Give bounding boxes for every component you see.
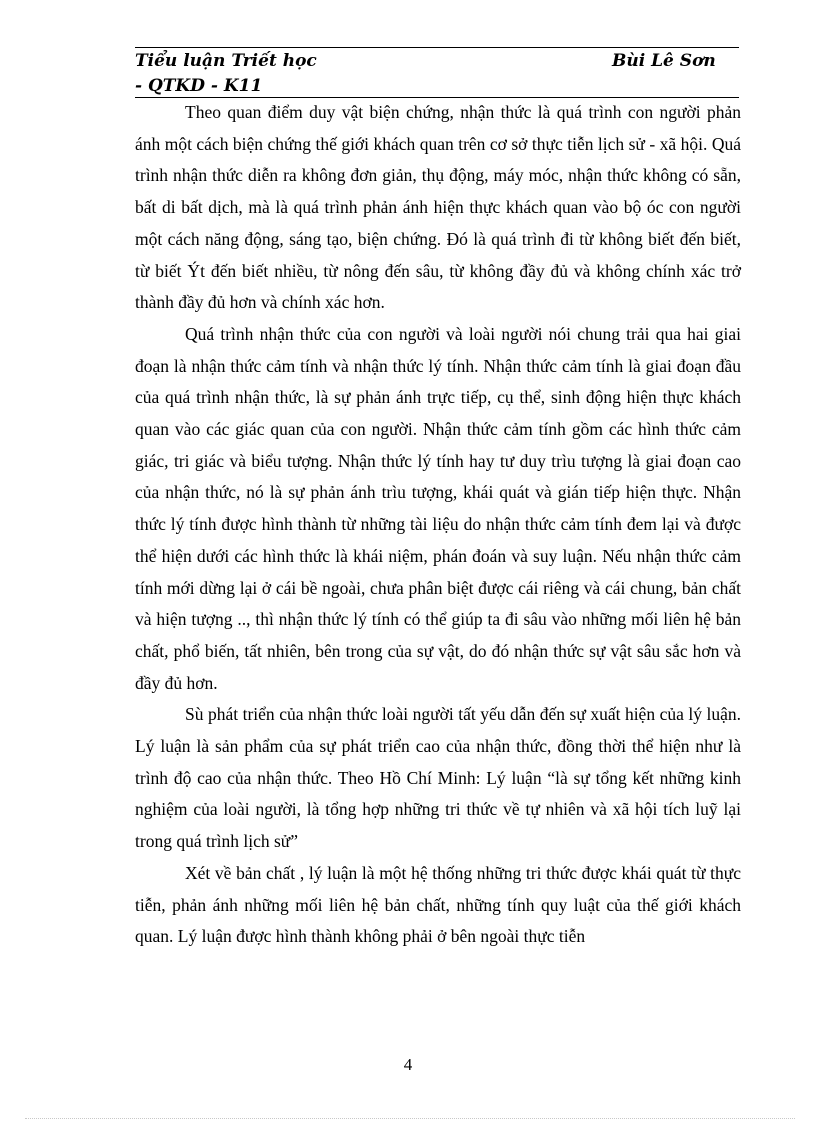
author-name: Bùi Lê Sơn	[612, 51, 716, 71]
body-text	[135, 97, 741, 953]
paragraph: Quá trình nhận thức của con người và loài người nói chung trải qua hai giai đoạn là nhận thức cảm tính và nhận thức lý tính. Nhận thức cảm tính là giai đoạn đầu của quá trình nhận thức, là sự phản ánh trực tiếp, cụ thể, sinh động hiện thực khách quan vào các giác quan của con người. Nhận thức cảm tính gồm các hình thức cảm giác, tri giác và biểu tượng. Nhận thức lý tính hay tư duy trìu tượng là giai đoạn cao của nhận thức, nó là sự phản ánh trìu tượng, khái quát và gián tiếp hiện thực. Nhận thức lý tính được hình thành từ những tài liệu do nhận thức cảm tính đem lại và được thể hiện dưới các hình thức là khái niệm, phán đoán và suy luận. Nếu nhận thức cảm tính mới dừng lại ở cái bề ngoài, chưa phân biệt được cái riêng và cái chung, bản chất và hiện tượng .., thì nhận thức lý tính có thể giúp ta đi sâu vào những mối liên hệ bản chất, phổ biến, tất nhiên, bên trong của sự vật, do đó nhận thức sự vật sâu sắc hơn và đầy đủ hơn.	[135, 323, 741, 693]
paragraph: Xét về bản chất , lý luận là một hệ thống những tri thức được khái quát từ thực tiễn, phản ánh những mối liên hệ bản chất, những tính quy luật của thế giới khách quan. Lý luận được hình thành không phải ở bên ngoài thực tiễn	[135, 862, 741, 947]
page-number: 4	[403, 1055, 413, 1074]
document-title: Tiểu luận Triết học	[135, 51, 317, 71]
page-bottom-divider	[25, 1118, 795, 1119]
class-code: - QTKD - K11	[135, 76, 263, 96]
paragraph: Theo quan điểm duy vật biện chứng, nhận thức là quá trình con người phản ánh một cách biện chứng thế giới khách quan trên cơ sở thực tiễn lịch sử - xã hội. Quá trình nhận thức diễn ra không đơn giản, thụ động, máy móc, nhận thức không có sẵn, bất di bất dịch, mà là quá trình phản ánh hiện thực khách quan vào bộ óc con người một cách năng động, sáng tạo, biện chứng. Đó là quá trình đi từ không biết đến biết, từ biết Ýt đến biết nhiều, từ nông đến sâu, từ không đầy đủ và không chính xác trở thành đầy đủ hơn và chính xác hơn.	[135, 102, 741, 313]
paragraph: Sù phát triển của nhận thức loài người tất yếu dẫn đến sự xuất hiện của lý luận. Lý luận là sản phẩm của sự phát triển cao của nhận thức, đồng thời thể hiện như là trình độ cao của nhận thức. Theo Hồ Chí Minh: Lý luận “là sự tổng kết những kinh nghiệm của loài người, là tổng hợp những tri thức về tự nhiên và xã hội tích luỹ lại trong quá trình lịch sử”	[135, 704, 741, 852]
header-top-rule	[135, 47, 739, 48]
